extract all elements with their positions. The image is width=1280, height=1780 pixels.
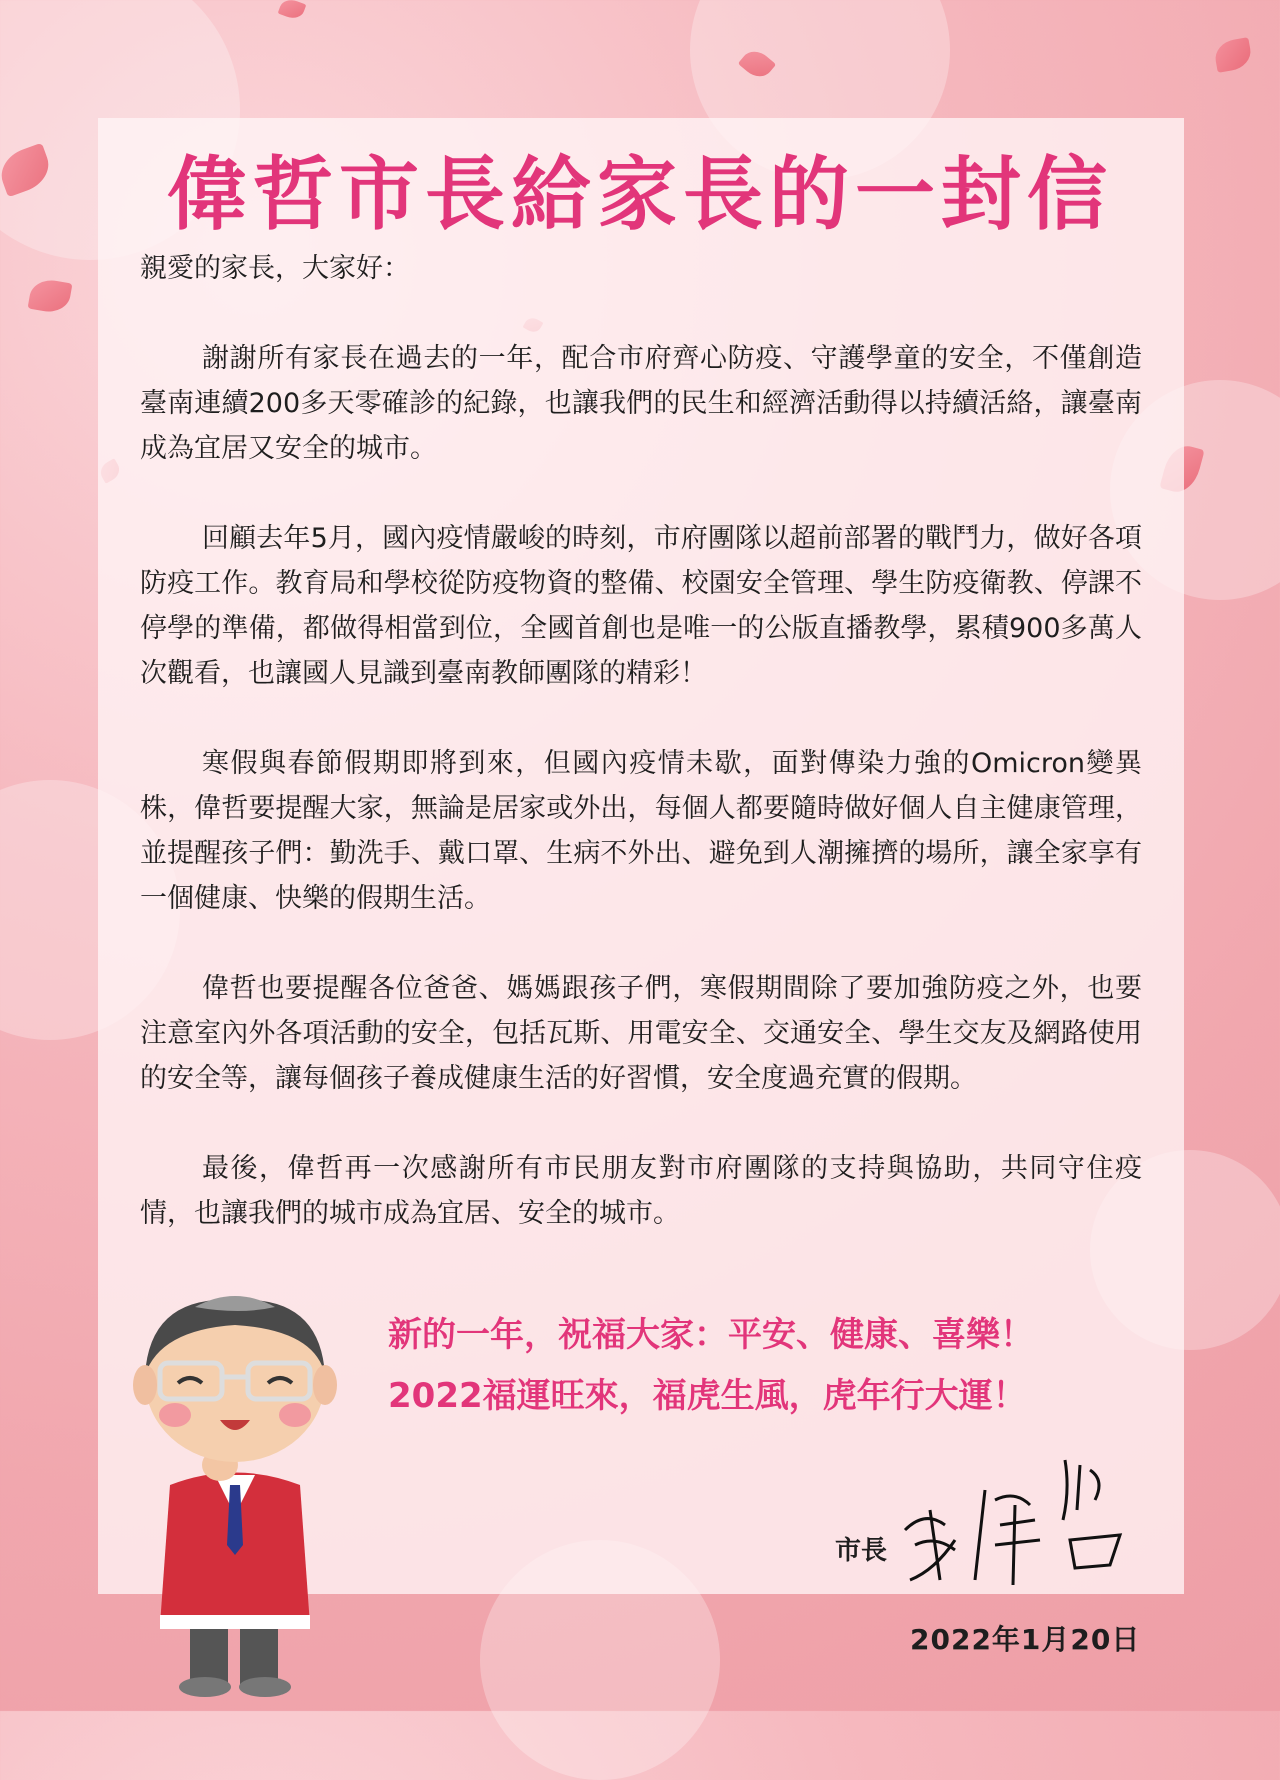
letter-date: 2022年1月20日	[910, 1623, 1141, 1656]
letter-title: 偉哲市長給家長的一封信	[167, 147, 1113, 241]
signature-label: 市長	[835, 1536, 888, 1566]
paragraph: 謝謝所有家長在過去的一年，配合市府齊心防疫、守護學童的安全，不僅創造臺南連續200多天零確診的紀錄，也讓我們的民生和經濟活動得以持續活絡，讓臺南成為宜居又安全的城市。	[140, 343, 1142, 464]
mayor-cartoon-icon	[100, 1285, 370, 1705]
petal-decoration	[28, 277, 73, 315]
greeting: 親愛的家長，大家好：	[140, 253, 410, 284]
petal-decoration	[1213, 37, 1254, 73]
letter-body	[140, 246, 1142, 1281]
paragraph: 寒假與春節假期即將到來，但國內疫情未歇，面對傳染力強的Omicron變異株，偉哲要提醒大家，無論是居家或外出，每個人都要隨時做好個人自主健康管理，並提醒孩子們：勤洗手、戴口罩、生病不外出、避免到人潮擁擠的場所，讓全家享有一個健康、快樂的假期生活。	[140, 748, 1142, 914]
paragraph: 偉哲也要提醒各位爸爸、媽媽跟孩子們，寒假期間除了要加強防疫之外，也要注意室內外各項活動的安全，包括瓦斯、用電安全、交通安全、學生交友及網路使用的安全等，讓每個孩子養成健康生活的好習慣，安全度過充實的假期。	[140, 973, 1142, 1094]
paragraph: 回顧去年5月，國內疫情嚴峻的時刻，市府團隊以超前部署的戰鬥力，做好各項防疫工作。教育局和學校從防疫物資的整備、校園安全管理、學生防疫衛教、停課不停學的準備，都做得相當到位，全國首創也是唯一的公版直播教學，累積900多萬人次觀看，也讓國人見識到臺南教師團隊的精彩！	[140, 523, 1142, 689]
handwritten-signature	[895, 1450, 1135, 1590]
new-year-wish: 2022福運旺來，福虎生風，虎年行大運！	[388, 1376, 1027, 1416]
petal-decoration	[278, 0, 307, 22]
new-year-wish: 新的一年，祝福大家：平安、健康、喜樂！	[388, 1315, 1034, 1355]
paragraph: 最後，偉哲再一次感謝所有市民朋友對市府團隊的支持與協助，共同守住疫情，也讓我們的城市成為宜居、安全的城市。	[140, 1153, 1142, 1229]
